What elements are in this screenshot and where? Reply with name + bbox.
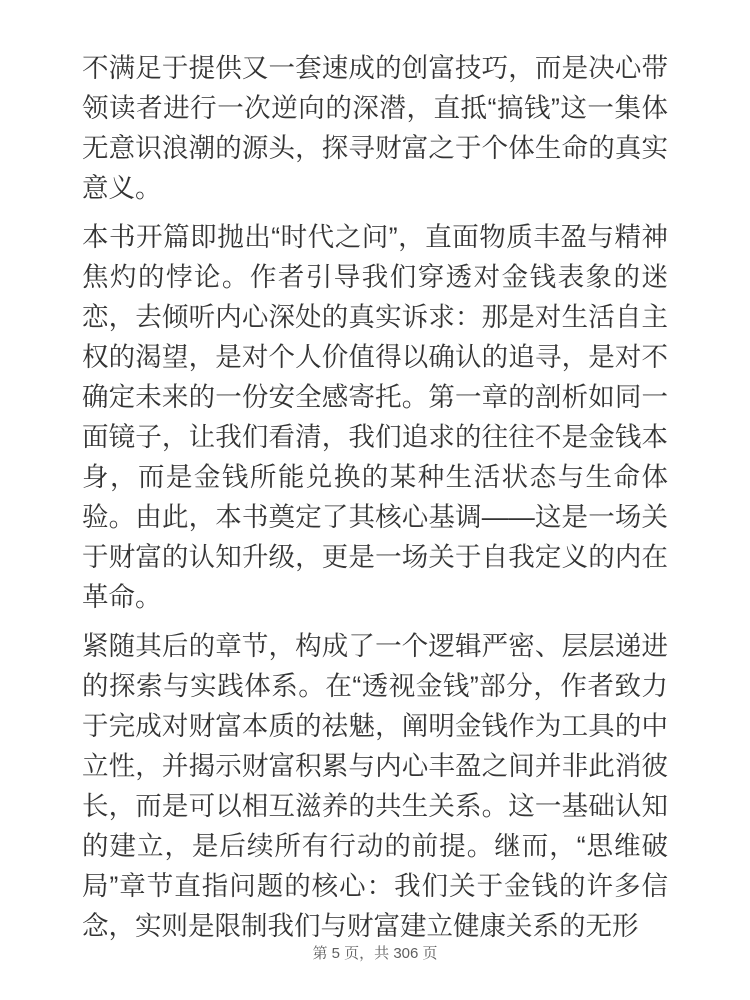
body-paragraph: 本书开篇即抛出“时代之问”，直面物质丰盈与精神焦灼的悖论。作者引导我们穿透对金钱表象的迷恋，去倾听内心深处的真实诉求：那是对生活自主权的渴望，是对个人价值得以确认的追寻，是对不确定未来的一份安全感寄托。第一章的剖析如同一面镜子，让我们看清，我们追求的往往不是金钱本身，而是金钱所能兑换的某种生活状态与生命体验。由此，本书奠定了其核心基调——这是一场关于财富的认知升级，更是一场关于自我定义的内在革命。 (82, 222, 668, 612)
page-body-text (82, 48, 668, 955)
page-number-indicator: 第 5 页，共 306 页 (312, 945, 438, 962)
body-paragraph: 不满足于提供又一套速成的创富技巧，而是决心带领读者进行一次逆向的深潜，直抵“搞钱”这一集体无意识浪潮的源头，探寻财富之于个体生命的真实意义。 (82, 53, 668, 203)
body-paragraph: 紧随其后的章节，构成了一个逻辑严密、层层递进的探索与实践体系。在“透视金钱”部分，作者致力于完成对财富本质的祛魅，阐明金钱作为工具的中立性，并揭示财富积累与内心丰盈之间并非此消彼长，而是可以相互滋养的共生关系。这一基础认知的建立，是后续所有行动的前提。继而，“思维破局”章节直指问题的核心：我们关于金钱的许多信念，实则是限制我们与财富建立健康关系的无形 (82, 631, 668, 941)
